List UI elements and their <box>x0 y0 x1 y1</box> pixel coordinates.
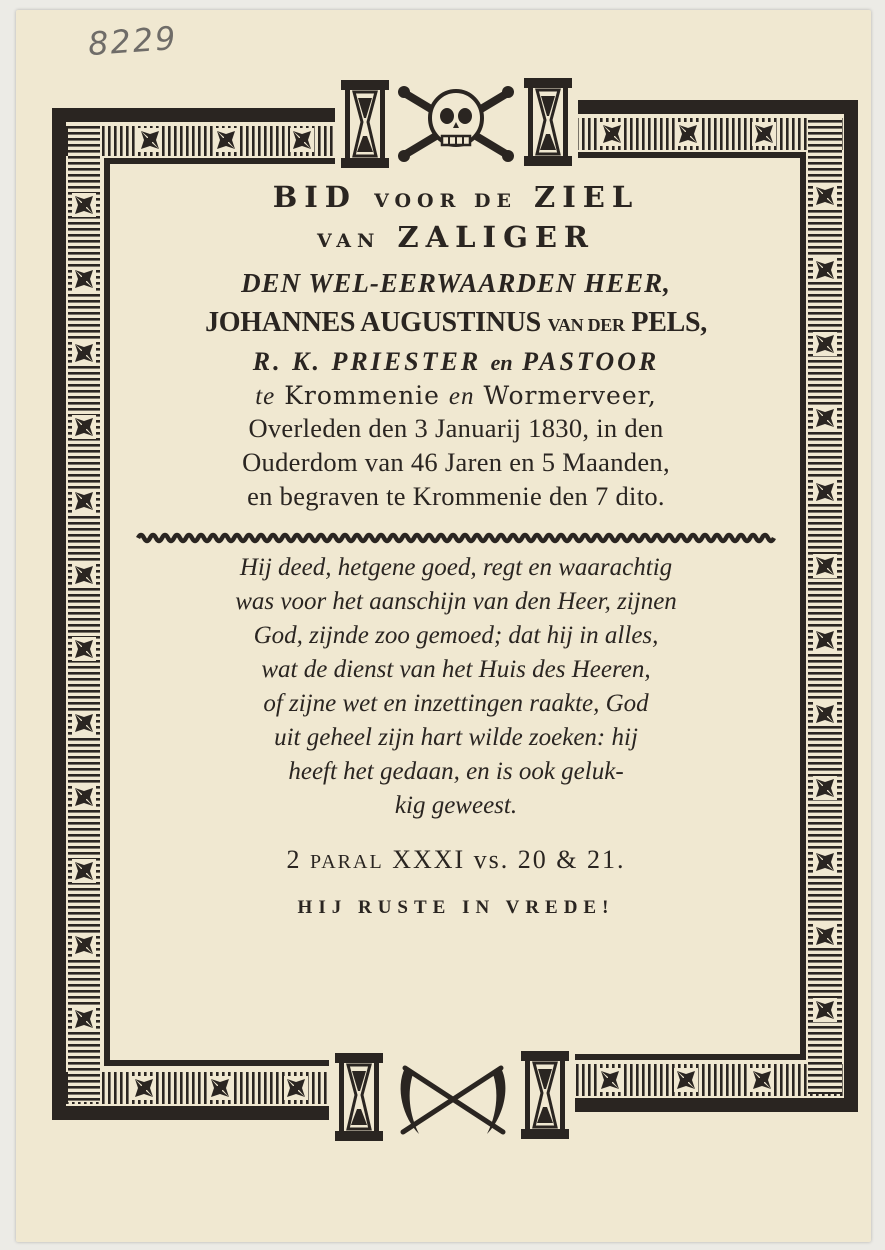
verse-line: kig geweest. <box>394 792 518 819</box>
cross-pattee-icon <box>813 924 837 948</box>
cross-pattee-icon <box>132 1076 156 1100</box>
cross-pattee-icon <box>284 1076 308 1100</box>
cross-pattee-icon <box>813 776 837 800</box>
cross-pattee-icon <box>813 184 837 208</box>
header-line-1: BID VOOR DE ZIEL <box>272 180 640 214</box>
cross-pattee-icon <box>813 480 837 504</box>
cross-pattee-icon <box>208 1076 232 1100</box>
death-date-line: Overleden den 3 Januarij 1830, in den <box>248 413 664 443</box>
cross-pattee-icon <box>138 128 162 152</box>
cross-pattee-icon <box>813 406 837 430</box>
cross-pattee-icon <box>72 341 96 365</box>
deceased-office: R. K. PRIESTER en PASTOOR <box>252 347 660 376</box>
cross-pattee-icon <box>72 785 96 809</box>
hourglass-icon <box>518 76 578 168</box>
cross-pattee-icon <box>72 933 96 957</box>
cross-pattee-icon <box>72 193 96 217</box>
cross-pattee-icon <box>813 258 837 282</box>
cross-pattee-icon <box>72 267 96 291</box>
hourglass-icon <box>329 1051 389 1143</box>
cross-pattee-icon <box>72 489 96 513</box>
burial-line: en begraven te Krommenie den 7 dito. <box>247 481 665 511</box>
crossed-scythes-icon <box>391 1056 515 1140</box>
closing-line: HIJ RUSTE IN VREDE! <box>297 897 615 918</box>
cross-pattee-icon <box>290 128 314 152</box>
hourglass-icon <box>335 78 395 170</box>
verse-line: heeft het gedaan, en is ook geluk- <box>288 758 624 785</box>
cross-pattee-icon <box>72 711 96 735</box>
cross-pattee-icon <box>813 998 837 1022</box>
cross-pattee-icon <box>750 1068 774 1092</box>
deceased-parish: te Krommenie en Wormerveer, <box>255 381 657 410</box>
hourglass-icon <box>515 1049 575 1141</box>
verse-line: was voor het aanschijn van den Heer, zijnen <box>235 588 677 615</box>
cross-pattee-icon <box>813 628 837 652</box>
cross-pattee-icon <box>72 859 96 883</box>
cross-pattee-icon <box>676 122 700 146</box>
cross-pattee-icon <box>72 1007 96 1031</box>
verse-line: wat de dienst van het Huis des Heeren, <box>261 656 651 683</box>
cross-pattee-icon <box>600 122 624 146</box>
wave-divider <box>136 531 776 545</box>
verse-block <box>112 551 800 823</box>
cross-pattee-icon <box>72 563 96 587</box>
deceased-name: JOHANNES AUGUSTINUS VAN DER PELS, <box>205 307 707 338</box>
memorial-text <box>112 180 800 919</box>
cross-pattee-icon <box>813 332 837 356</box>
age-line: Ouderdom van 46 Jaren en 5 Maanden, <box>242 447 670 477</box>
cross-pattee-icon <box>72 415 96 439</box>
cross-pattee-icon <box>752 122 776 146</box>
header-line-2: VAN ZALIGER <box>316 220 596 254</box>
verse-line: God, zijnde zoo gemoed; dat hij in alles, <box>253 622 659 649</box>
cross-pattee-icon <box>72 637 96 661</box>
cross-pattee-icon <box>674 1068 698 1092</box>
cross-pattee-icon <box>813 702 837 726</box>
skull-and-crossbones-icon <box>394 78 518 164</box>
deceased-title: DEN WEL-EERWAARDEN HEER, <box>241 268 671 298</box>
pencil-inventory-number: 8229 <box>86 18 179 64</box>
cross-pattee-icon <box>813 850 837 874</box>
verse-line: uit geheel zijn hart wilde zoeken: hij <box>274 724 638 751</box>
cross-pattee-icon <box>813 554 837 578</box>
verse-line: Hij deed, hetgene goed, regt en waarachtig <box>239 554 673 581</box>
scripture-reference: 2 PARAL XXXI vs. 20 & 21. <box>286 845 626 874</box>
cross-pattee-icon <box>214 128 238 152</box>
cross-pattee-icon <box>598 1068 622 1092</box>
verse-line: of zijne wet en inzettingen raakte, God <box>263 690 649 717</box>
